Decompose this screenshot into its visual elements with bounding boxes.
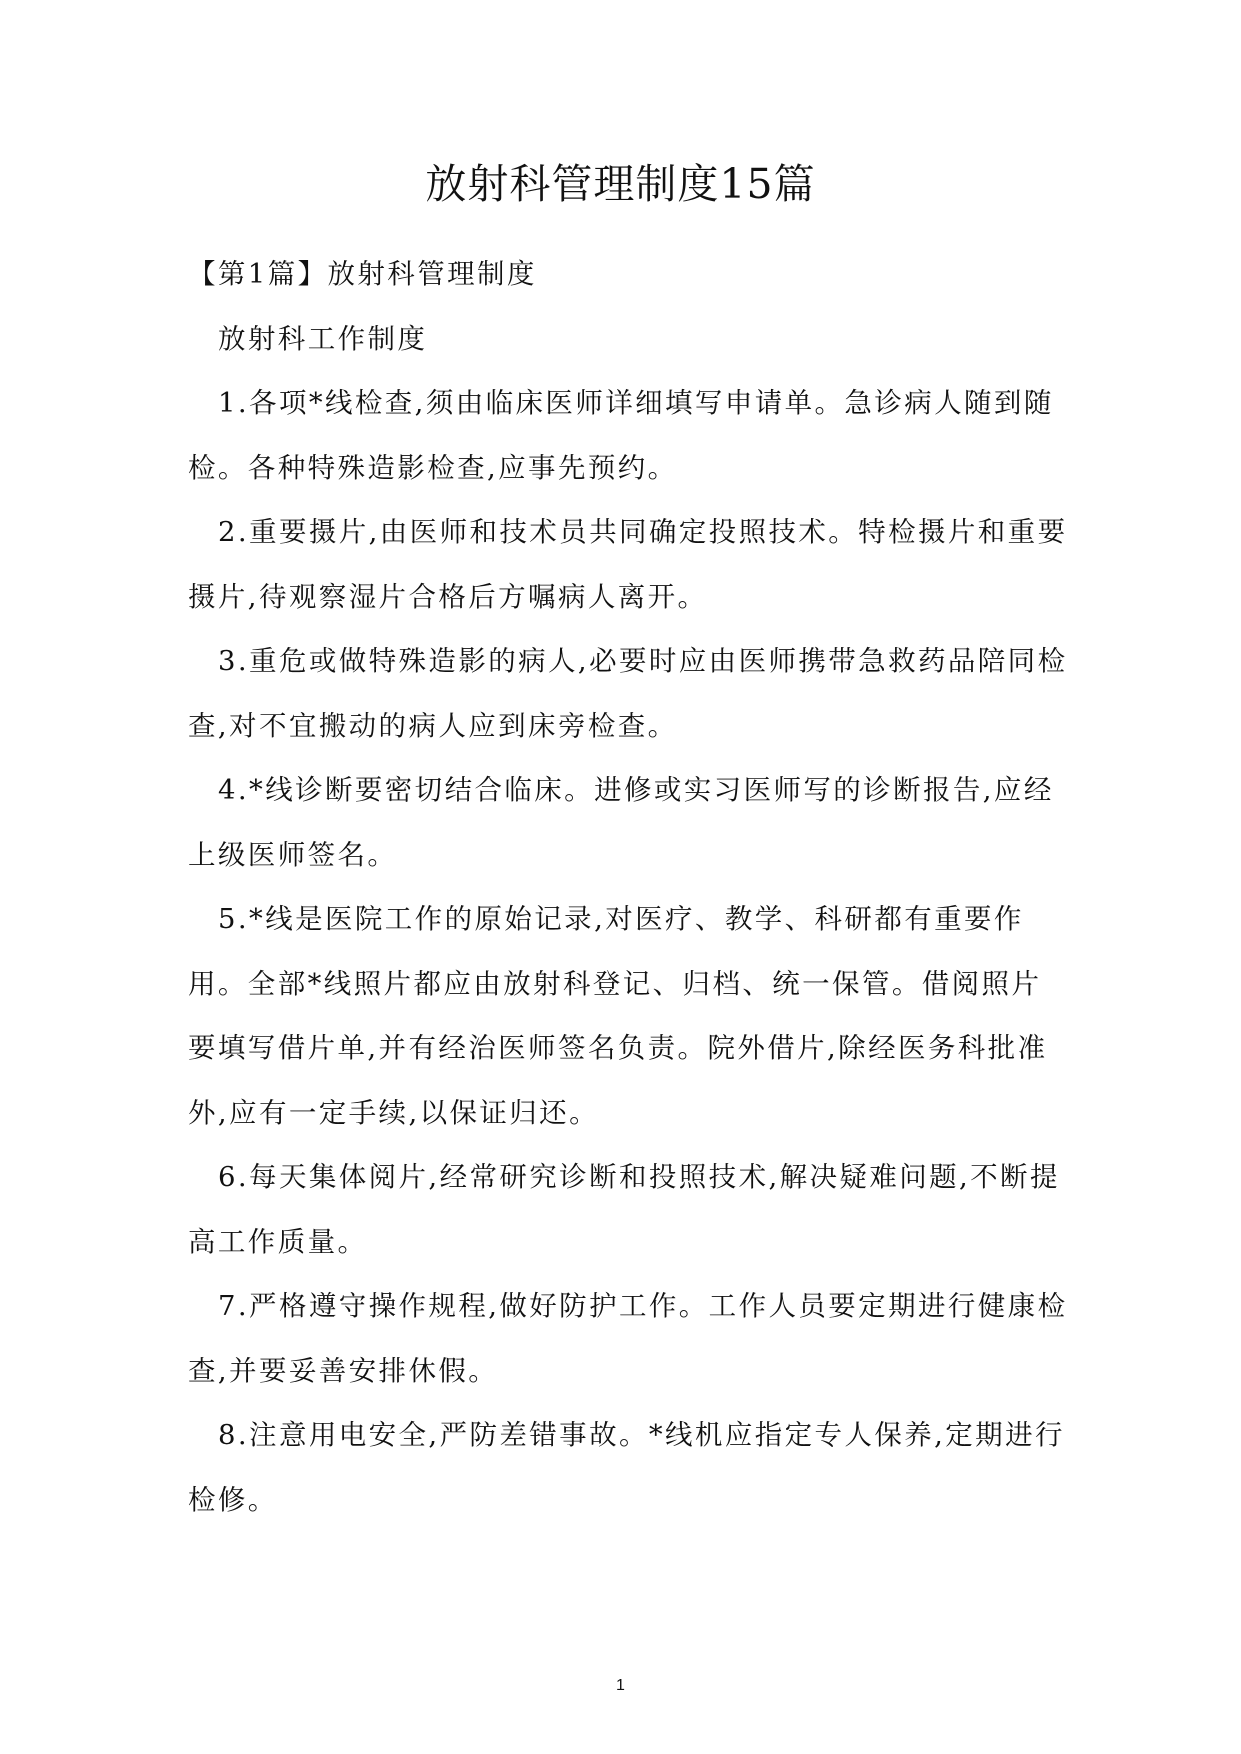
document-title: 放射科管理制度15篇: [425, 160, 816, 208]
section-heading: 【第1篇】放射科管理制度: [188, 258, 537, 290]
paragraph-1: 1.各项*线检查,须由临床医师详细填写申请单。急诊病人随到随检。各种特殊造影检查,应事先预约。: [188, 387, 1054, 484]
document-body: [188, 242, 1068, 1532]
paragraph-3: 3.重危或做特殊造影的病人,必要时应由医师携带急救药品陪同检查,对不宜搬动的病人应到床旁检查。: [188, 645, 1068, 742]
paragraph-6: 6.每天集体阅片,经常研究诊断和投照技术,解决疑难问题,不断提高工作质量。: [188, 1161, 1060, 1258]
paragraph-4: 4.*线诊断要密切结合临床。进修或实习医师写的诊断报告,应经上级医师签名。: [188, 774, 1054, 871]
paragraph-5: 5.*线是医院工作的原始记录,对医疗、教学、科研都有重要作用。全部*线照片都应由放射科登记、归档、统一保管。借阅照片要填写借片单,并有经治医师签名负责。院外借片,除经医务科批准外,应有一定手续,以保证归还。: [188, 903, 1048, 1129]
paragraph-8: 8.注意用电安全,严防差错事故。*线机应指定专人保养,定期进行检修。: [188, 1419, 1065, 1516]
paragraph-2: 2.重要摄片,由医师和技术员共同确定投照技术。特检摄片和重要摄片,待观察湿片合格后方嘱病人离开。: [188, 516, 1068, 613]
page-number: 1: [616, 1677, 625, 1694]
subheading: 放射科工作制度: [218, 322, 428, 355]
paragraph-7: 7.严格遵守操作规程,做好防护工作。工作人员要定期进行健康检查,并要妥善安排休假。: [188, 1290, 1068, 1387]
